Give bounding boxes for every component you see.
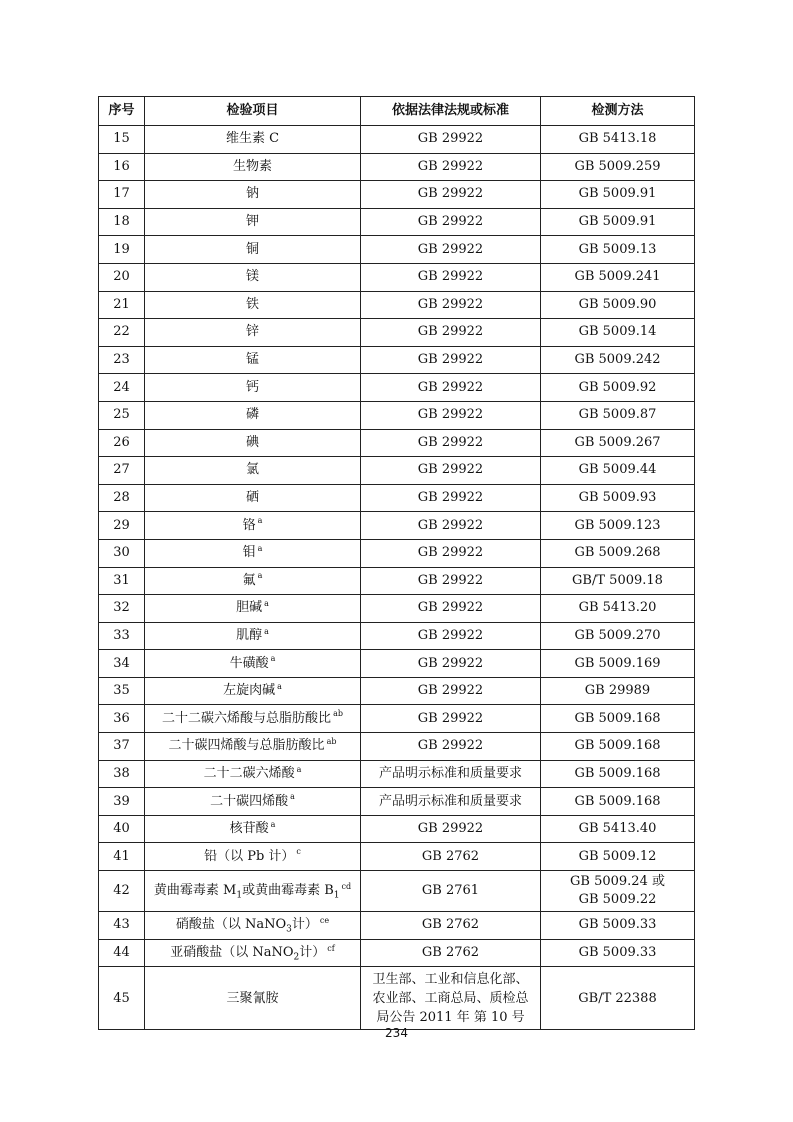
cell-basis: GB 29922 [361,457,541,485]
cell-method: GB 5413.18 [541,126,695,154]
item-text: 磷 [245,407,259,423]
item-text: 维生素 C [225,131,280,147]
page-number: 234 [385,1026,408,1040]
item-text: 肌醇 [236,627,263,643]
cell-no: 23 [99,346,145,374]
table-row [99,733,695,761]
footnote-mark: a [257,516,263,526]
basis-line: 农业部、工商总局、质检总 [372,990,529,1006]
cell-no: 44 [99,939,145,967]
cell-basis: GB 29922 [361,622,541,650]
cell-basis [361,967,541,1030]
cell-item [145,346,361,374]
cell-no: 28 [99,484,145,512]
item-text: 氟 [242,572,256,588]
cell-method: GB 5009.259 [541,153,695,181]
cell-method: GB 5009.168 [541,733,695,761]
table-row [99,374,695,402]
cell-no: 17 [99,181,145,209]
table-row-45 [99,967,695,1030]
table-row [99,539,695,567]
cell-method: GB 5009.168 [541,760,695,788]
footnote-mark: a [270,819,276,829]
cell-item [145,126,361,154]
cell-basis: GB 29922 [361,733,541,761]
footnote-mark: a [296,764,302,774]
cell-no: 26 [99,429,145,457]
item-text: 钙 [245,379,259,395]
cell-no: 31 [99,567,145,595]
cell-item [145,677,361,705]
header-basis: 依据法律法规或标准 [361,97,541,126]
subscript: 1 [236,890,243,901]
table-row [99,484,695,512]
cell-basis: GB 29922 [361,236,541,264]
cell-item [145,912,361,940]
table-row [99,457,695,485]
cell-basis: GB 2761 [361,871,541,912]
cell-basis: 产品明示标准和质量要求 [361,788,541,816]
table-row-44 [99,939,695,967]
cell-item [145,236,361,264]
footnote-mark: a [277,681,282,691]
cell-method [541,871,695,912]
basis-line: 卫生部、工业和信息化部、 [372,971,529,987]
cell-item [145,788,361,816]
cell-item [145,622,361,650]
table-row [99,622,695,650]
cell-no: 24 [99,374,145,402]
cell-item [145,705,361,733]
cell-no: 25 [99,401,145,429]
cell-item [145,153,361,181]
cell-item [145,939,361,967]
cell-no: 37 [99,733,145,761]
cell-item [145,595,361,623]
cell-no: 38 [99,760,145,788]
footnote-mark: a [270,654,276,664]
cell-method: GB 29989 [541,677,695,705]
table-row [99,788,695,816]
cell-method: GB 5009.169 [541,650,695,678]
inspection-table [98,96,695,1030]
footnote-mark: a [264,626,269,636]
item-text: 硝酸盐（以 NaNO [175,917,287,933]
cell-no: 32 [99,595,145,623]
cell-no: 22 [99,319,145,347]
item-text: 铜 [245,241,259,257]
header-item: 检验项目 [145,97,361,126]
cell-basis: GB 29922 [361,815,541,843]
item-text: 锰 [245,352,259,368]
cell-method: GB 5009.168 [541,788,695,816]
cell-basis: GB 29922 [361,346,541,374]
cell-item: 三聚氰胺 [145,967,361,1030]
cell-basis: GB 29922 [361,567,541,595]
table-row [99,429,695,457]
table-row [99,346,695,374]
header-method: 检测方法 [541,97,695,126]
cell-item [145,291,361,319]
cell-basis: GB 29922 [361,705,541,733]
cell-basis: GB 29922 [361,153,541,181]
footnote-mark: cf [327,943,335,953]
item-text: 黄曲霉毒素 M [153,883,237,899]
item-text: 硒 [245,490,259,506]
cell-method: GB/T 22388 [541,967,695,1030]
cell-basis: GB 29922 [361,374,541,402]
item-text: 计） [299,944,326,960]
footnote-mark: ab [333,709,343,719]
cell-item [145,871,361,912]
cell-basis: GB 29922 [361,401,541,429]
cell-method: GB 5009.90 [541,291,695,319]
item-text: 牛磺酸 [229,655,269,671]
item-text: 核苷酸 [229,821,269,837]
cell-basis: GB 29922 [361,208,541,236]
cell-method: GB 5009.14 [541,319,695,347]
cell-basis: 产品明示标准和质量要求 [361,760,541,788]
cell-item [145,457,361,485]
table-row [99,815,695,843]
cell-basis: GB 29922 [361,319,541,347]
cell-basis: GB 29922 [361,512,541,540]
cell-no: 36 [99,705,145,733]
cell-item [145,429,361,457]
footnote-mark: a [264,599,269,609]
cell-basis: GB 29922 [361,484,541,512]
cell-no: 16 [99,153,145,181]
item-text: 钾 [245,214,259,230]
item-text: 镁 [245,269,259,285]
item-text: 二十二碳六烯酸与总脂肪酸比 [162,710,332,726]
table-row-43 [99,912,695,940]
cell-basis: GB 29922 [361,429,541,457]
cell-item [145,567,361,595]
cell-basis: GB 29922 [361,650,541,678]
item-text: 钼 [242,545,256,561]
cell-no: 35 [99,677,145,705]
footnote-mark: cd [341,881,352,891]
table-row [99,319,695,347]
item-text: 生物素 [232,158,272,174]
cell-method: GB 5009.44 [541,457,695,485]
table-row-42 [99,871,695,912]
cell-basis: GB 29922 [361,291,541,319]
cell-basis: GB 29922 [361,595,541,623]
cell-no: 19 [99,236,145,264]
cell-no: 27 [99,457,145,485]
method-line: GB 5009.22 [578,892,657,908]
cell-method: GB/T 5009.18 [541,567,695,595]
cell-item [145,319,361,347]
item-text: 碘 [245,434,259,450]
cell-item [145,263,361,291]
cell-method: GB 5009.92 [541,374,695,402]
cell-item [145,760,361,788]
subscript: 2 [293,952,300,963]
footnote-mark: ab [326,737,337,747]
table-row [99,208,695,236]
cell-method: GB 5413.20 [541,595,695,623]
cell-item [145,815,361,843]
cell-method: GB 5413.40 [541,815,695,843]
cell-basis: GB 29922 [361,181,541,209]
method-line: GB 5009.24 或 [570,874,665,890]
footnote-mark: c [296,847,301,857]
item-text: 氯 [245,462,259,478]
cell-no: 40 [99,815,145,843]
cell-no: 21 [99,291,145,319]
table-row [99,263,695,291]
cell-method: GB 5009.91 [541,181,695,209]
table-row [99,512,695,540]
item-text: 或黄曲霉毒素 B [242,883,334,899]
table-row [99,181,695,209]
cell-item [145,484,361,512]
table-row [99,650,695,678]
cell-basis: GB 29922 [361,539,541,567]
item-text: 左旋肉碱 [223,683,276,699]
table-row [99,153,695,181]
footnote-mark: a [290,792,295,802]
cell-method: GB 5009.87 [541,401,695,429]
cell-no: 33 [99,622,145,650]
cell-basis: GB 2762 [361,912,541,940]
table-row [99,760,695,788]
table-row [99,595,695,623]
item-text: 亚硝酸盐（以 NaNO [170,944,294,960]
cell-method: GB 5009.12 [541,843,695,871]
subscript: 1 [333,890,340,901]
item-text: 铅（以 Pb 计） [204,848,295,864]
cell-no: 30 [99,539,145,567]
cell-item [145,539,361,567]
cell-basis: GB 29922 [361,263,541,291]
basis-line: 局公告 2011 年 第 10 号 [376,1009,525,1025]
cell-no: 41 [99,843,145,871]
cell-item [145,512,361,540]
cell-item [145,843,361,871]
table-row [99,705,695,733]
cell-basis: GB 2762 [361,939,541,967]
cell-method: GB 5009.93 [541,484,695,512]
item-text: 胆碱 [236,600,263,616]
cell-item [145,401,361,429]
cell-method: GB 5009.168 [541,705,695,733]
cell-item [145,208,361,236]
cell-item [145,374,361,402]
item-text: 计） [291,917,318,933]
cell-no: 39 [99,788,145,816]
table-row [99,236,695,264]
cell-basis: GB 29922 [361,677,541,705]
cell-no: 45 [99,967,145,1030]
cell-no: 15 [99,126,145,154]
cell-item [145,181,361,209]
table-row [99,843,695,871]
item-text: 二十碳四烯酸 [210,793,289,809]
table-row [99,401,695,429]
cell-method: GB 5009.33 [541,912,695,940]
cell-method: GB 5009.267 [541,429,695,457]
item-text: 钠 [245,186,259,202]
cell-no: 20 [99,263,145,291]
table-row [99,567,695,595]
cell-method: GB 5009.13 [541,236,695,264]
cell-item [145,733,361,761]
footnote-mark: a [257,543,263,553]
table-header-row [99,97,695,126]
header-no: 序号 [99,97,145,126]
cell-basis: GB 2762 [361,843,541,871]
item-text: 铁 [245,296,259,312]
cell-no: 42 [99,871,145,912]
table-row [99,126,695,154]
footnote-mark: a [257,571,263,581]
footnote-mark: ce [319,916,330,925]
item-text: 二十碳四烯酸与总脂肪酸比 [168,738,325,754]
subscript: 3 [286,924,292,935]
cell-method: GB 5009.123 [541,512,695,540]
table-row [99,291,695,319]
cell-method: GB 5009.268 [541,539,695,567]
cell-method: GB 5009.242 [541,346,695,374]
table-row [99,677,695,705]
cell-method: GB 5009.270 [541,622,695,650]
cell-no: 34 [99,650,145,678]
cell-method: GB 5009.91 [541,208,695,236]
cell-no: 18 [99,208,145,236]
table-body [99,126,695,1030]
cell-basis: GB 29922 [361,126,541,154]
cell-item [145,650,361,678]
cell-no: 29 [99,512,145,540]
item-text: 铬 [242,517,256,533]
item-text: 二十二碳六烯酸 [203,765,295,781]
cell-method: GB 5009.241 [541,263,695,291]
cell-method: GB 5009.33 [541,939,695,967]
item-text: 锌 [245,324,259,340]
cell-no: 43 [99,912,145,940]
